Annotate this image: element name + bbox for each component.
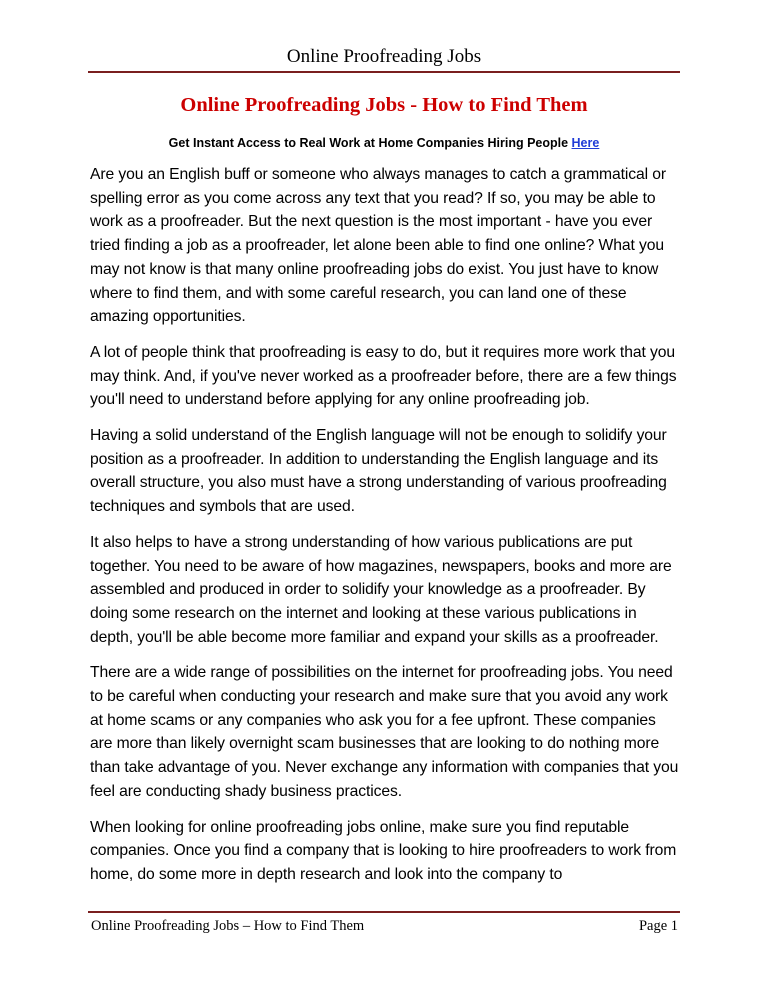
document-subtitle	[88, 133, 680, 153]
page-number: Page 1	[638, 918, 678, 934]
document-body	[90, 163, 680, 899]
paragraph: When looking for online proofreading jobs online, make sure you find reputable companies. Once you find a company that is looking to hire proofreaders to work from home, do some more in depth research and look into the company to	[90, 818, 677, 883]
document-title: Online Proofreading Jobs - How to Find Them	[180, 94, 588, 116]
here-link[interactable]: Here	[571, 136, 600, 150]
footer-title: Online Proofreading Jobs – How to Find Them	[91, 918, 365, 934]
subtitle-text: Get Instant Access to Real Work at Home Companies Hiring People	[168, 136, 572, 150]
header-divider	[88, 71, 680, 73]
paragraph: There are a wide range of possibilities on the internet for proofreading jobs. You need to be careful when conducting your research and make sure that you avoid any work at home scams or any companies who ask you for a fee upfront. These companies are more than likely overnight scam businesses that are looking to do nothing more than take advantage of you. Never exchange any information with companies that you feel are conducting shady business practices.	[90, 664, 679, 800]
paragraph: Having a solid understand of the English language will not be enough to solidify your position as a proofreader. In addition to understanding the English language and its overall structure, you also must have a strong understanding of various proofreading techniques and symbols that are used.	[90, 427, 667, 516]
running-header: Online Proofreading Jobs	[286, 46, 482, 67]
footer-divider	[88, 911, 680, 913]
paragraph: It also helps to have a strong understanding of how various publications are put together. You need to be aware of how magazines, newspapers, books and more are assembled and produced in order to solidify your knowledge as a proofreader. By doing some research on the internet and looking at these various publications in depth, you'll be able become more familiar and expand your skills as a proofreader.	[90, 533, 672, 646]
paragraph: Are you an English buff or someone who always manages to catch a grammatical or spelling error as you come across any text that you read? If so, you may be able to work as a proofreader. But the next question is the most important - have you ever tried finding a job as a proofreader, let alone been able to find one online? What you may not know is that many online proofreading jobs do exist. You just have to know where to find them, and with some careful research, you can land one of these amazing opportunities.	[90, 166, 667, 326]
paragraph: A lot of people think that proofreading is easy to do, but it requires more work that you may think. And, if you've never worked as a proofreader before, there are a few things you'll need to understand before applying for any online proofreading job.	[90, 343, 677, 409]
